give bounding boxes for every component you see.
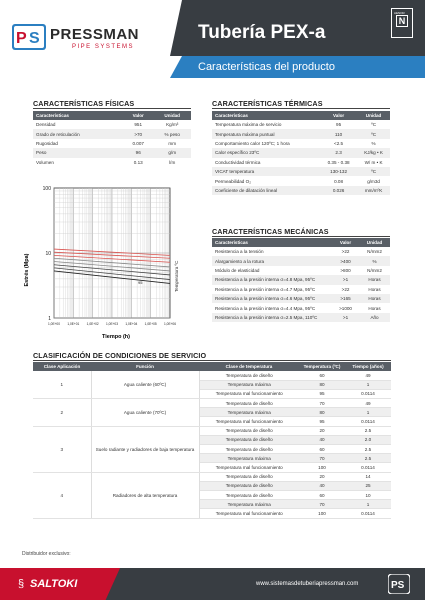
chart-y-tick-label: 1 [48,316,51,322]
table-cell: Temperatura de diseño [199,445,299,454]
table-cell: >22 [341,286,350,292]
table-row [212,176,390,185]
page-title: Tubería PEX-a [198,22,326,43]
chart-canvas [18,180,198,340]
table-cell: Densidad [36,122,56,128]
table-cell: Temperatura máxima puntual [212,129,320,138]
mechanical-table [212,238,390,322]
application-class-cell: 4 [33,472,91,518]
table-cell: VICAT temperatura [212,167,320,176]
application-class-cell: 2 [33,399,91,427]
table-cell: ºC [357,167,390,176]
chart-curve-label: 95 [138,280,143,285]
chart-x-tick-label: 1,0E+06 [164,322,176,326]
column-header: Unidad [153,111,191,120]
table-cell: 40 [299,435,345,444]
table-cell: 0.0114 [345,389,391,398]
table-row [212,148,390,157]
table-row [212,313,390,322]
chart-x-tick-label: 1,0E+05 [144,322,157,326]
physical-section-title: CARACTERÍSTICAS FÍSICAS [33,99,135,108]
function-cell: Radiadores de alta temperatura [91,472,199,518]
table-row [33,399,391,408]
table-cell: Resistencia a la presión interna σ=4.8 Mpa, 95ºC [212,275,332,284]
website-link[interactable]: www.sistemasdetuberiapressman.com [256,581,359,587]
table-cell: 40 [299,481,345,490]
pressman-logo-icon [12,24,46,50]
table-cell: 100 [299,463,345,472]
column-header: Unidad [359,238,390,247]
table-cell: 130-132 [320,167,357,176]
table-cell: 1 [345,500,391,509]
table-cell: % [371,140,376,146]
table-cell: Temperatura de diseño [199,426,299,435]
service-table [33,362,391,519]
column-header: Valor [320,111,357,120]
table-cell: Temperatura máxima [199,408,299,417]
table-cell: 70 [299,454,345,463]
table-cell: >1000 [339,305,352,311]
table-row [212,167,390,176]
table-cell: Volumen [36,159,54,165]
column-header: Tiempo (años) [345,362,391,371]
table-cell: Alargamiento a la rotura [212,256,332,265]
certification-badge [391,8,413,38]
table-cell: 80 [299,408,345,417]
table-cell: Temperatura máxima de servicio [215,122,282,128]
table-row [33,148,191,157]
brand-subtitle: PIPE SYSTEMS [72,44,135,50]
column-header: Temperatura (ºC) [299,362,345,371]
column-header: Valor [123,111,153,120]
table-cell: Temperatura mal funcionamiento [199,389,299,398]
table-cell: 2.0 [345,435,391,444]
logo-area [0,0,170,78]
table-row [212,186,390,195]
table-cell: 2.5 [345,454,391,463]
table-cell: Coeficiente de dilatación lineal [212,186,320,195]
table-cell: >400 [332,256,359,265]
table-cell: >800 [340,267,351,273]
table-cell: Temperatura de diseño [199,472,299,481]
table-cell: Temperatura de diseño [199,399,299,408]
section-divider [33,108,191,109]
thermal-section-title: CARACTERÍSTICAS TÉRMICAS [212,99,323,108]
table-cell: Kg/m³ [166,122,179,128]
table-cell: Temperatura de diseño [199,435,299,444]
table-cell: Temperatura de diseño [199,490,299,499]
column-header: Unidad [357,111,390,120]
table-cell: mm [168,140,177,146]
table-cell: 95 [299,417,345,426]
table-cell: ºC [357,129,390,138]
chart-x-tick-label: 1,0E+04 [125,322,138,326]
table-cell: Grado de reticulación [33,129,123,138]
section-divider [33,360,391,361]
table-row [33,139,191,148]
table-cell: >70 [123,129,153,138]
table-cell: Comportamiento calor 120ºC; 1 hora [215,140,290,146]
table-cell: Peso [33,148,123,157]
table-cell: Resistencia a la presión interna σ=2.5 Mpa, 110ºC [212,313,332,322]
table-row [33,120,191,129]
table-row [212,139,390,148]
table-cell: Temperatura mal funcionamiento [199,417,299,426]
table-cell: 2.5 [345,445,391,454]
table-cell: Temperatura mal funcionamiento [199,509,299,518]
table-cell: >22 [341,249,350,255]
chart-x-tick-label: 1,0E+02 [86,322,99,326]
table-cell: 10 [345,490,391,499]
chart-x-tick-label: 1,0E+01 [67,322,80,326]
table-row [212,120,390,129]
table-cell: 0.0114 [345,463,391,472]
table-cell: Horas [368,286,381,292]
table-row [212,294,390,303]
table-cell: 20 [299,472,345,481]
table-cell: Resistencia a la presión interna σ=4.4 Mpa, 95ºC [215,305,316,311]
table-cell: 100 [299,509,345,518]
brand-name: PRESSMAN [50,26,140,43]
table-cell: mm/mºK [357,186,390,195]
function-cell: Suelo radiante y radiadores de baja temperatura [91,426,199,472]
table-row [212,266,390,275]
chart-y-tick-label: 100 [42,186,51,192]
table-cell: >1 [332,275,359,284]
table-cell: 951 [134,122,143,128]
table-cell: 20 [299,426,345,435]
column-header: Clase de temperatura [199,362,299,371]
table-cell: Temperatura máxima [199,380,299,389]
table-cell: >1 [332,313,359,322]
svg-text:P: P [16,30,27,47]
table-cell: Resistencia a la tensión [215,249,264,255]
function-cell: Agua caliente (70ºC) [91,399,199,427]
column-header: Características [212,111,320,120]
section-divider [212,108,390,109]
table-cell: 0.026 [320,186,357,195]
table-cell: 80 [299,380,345,389]
table-cell: 49 [345,399,391,408]
table-cell: Temperatura máxima [199,500,299,509]
stress-time-chart [18,180,198,340]
column-header: Clase Aplicación [33,362,91,371]
function-cell: Agua caliente (60ºC) [91,371,199,399]
table-cell: % peso [153,129,191,138]
table-cell: 70 [299,399,345,408]
table-cell: 2.3 [320,148,357,157]
column-header: Características [33,111,123,120]
page-header [0,0,425,78]
chart-x-tick-label: 1,0E+00 [48,322,60,326]
table-row [33,371,391,380]
table-cell: ºC [371,122,377,128]
column-header: Características [212,238,332,247]
table-cell: 49 [345,371,391,380]
table-cell: Permeabilidad O₂ [215,178,251,184]
table-row [212,129,390,138]
svg-text:S: S [29,30,40,47]
table-cell: 1 [345,408,391,417]
table-cell: Resistencia a la presión interna σ=4.7 Mpa, 95ºC [215,286,316,292]
table-cell: 14 [345,472,391,481]
pressman-footer-logo-icon [388,574,410,594]
application-class-cell: 1 [33,371,91,399]
section-divider [212,236,390,237]
table-cell: Año [359,313,390,322]
table-row [212,285,390,294]
saltoki-logo-icon: § [18,578,25,590]
table-cell: Temperatura mal funcionamiento [199,463,299,472]
table-cell: 0.0114 [345,417,391,426]
table-cell: 60 [299,490,345,499]
table-cell: >165 [332,294,359,303]
table-cell: Temperatura máxima [199,454,299,463]
page-subtitle: Características del producto [198,61,335,73]
table-cell: 60 [299,371,345,380]
service-section-title: CLASIFICACIÓN DE CONDICIONES DE SERVICIO [33,351,207,360]
table-row [33,158,191,167]
table-cell: Temperatura de diseño [199,371,299,380]
table-cell: 95 [299,389,345,398]
table-cell: 0.13 [133,159,143,165]
table-cell: Conductividad térmica [215,159,261,165]
table-cell: W/ m • K [364,159,383,165]
table-cell: 0.08 [334,178,344,184]
table-cell: 0.35 - 0.38 [327,159,350,165]
table-row [33,129,191,138]
table-cell: N/mm2 [367,267,382,273]
table-cell: 96 [123,148,153,157]
table-cell: Resistencia a la presión interna σ=4.6 Mpa, 95ºC [212,294,332,303]
application-class-cell: 3 [33,426,91,472]
table-cell: g/m3d [367,178,380,184]
svg-text:PS: PS [391,580,405,591]
chart-x-tick-label: 1,0E+03 [106,322,118,326]
column-header: Valor [332,238,359,247]
table-cell: Rugosidad [36,140,58,146]
table-cell: KJ/kg • K [357,148,390,157]
table-row [212,256,390,265]
physical-table [33,111,191,167]
table-cell: 25 [345,481,391,490]
table-cell: 0.0114 [345,509,391,518]
distributor-name: SALTOKI [30,578,78,590]
column-header: Función [91,362,199,371]
chart-x-axis-label: Tiempo (h) [101,334,131,340]
table-cell: Temperatura de diseño [199,481,299,490]
table-cell: Módulo de elasticidad [215,267,260,273]
table-cell: % [359,256,390,265]
cert-mark-icon: N [396,15,408,27]
table-cell: <2.5 [334,140,344,146]
table-row [212,275,390,284]
table-cell: Horas [359,275,390,284]
cert-label: AENOR [394,11,405,15]
mechanical-section-title: CARACTERÍSTICAS MECÁNICAS [212,227,329,236]
table-cell: 70 [299,500,345,509]
table-row [212,303,390,312]
thermal-table [212,111,390,195]
table-cell: 95 [336,122,342,128]
distributor-label: Distribuidor exclusivo: [22,551,71,557]
chart-side-label: Temperatura ºC [174,260,179,292]
table-cell: 1 [345,380,391,389]
table-row [212,158,390,167]
table-row [33,472,391,481]
table-cell: 110 [320,129,357,138]
table-cell: 60 [299,445,345,454]
chart-y-tick-label: 10 [45,251,51,257]
table-cell: l/m [169,159,176,165]
table-row [33,426,391,435]
table-cell: 0.007 [132,140,144,146]
table-cell: Horas [368,305,381,311]
table-cell: N/mm2 [367,249,382,255]
table-cell: g/m [153,148,191,157]
table-cell: 2.5 [345,426,391,435]
table-row [212,247,390,256]
chart-y-axis-label: Estrés (Mpa) [24,253,30,287]
table-cell: Calor específico 23ºC [212,148,320,157]
table-cell: Horas [359,294,390,303]
